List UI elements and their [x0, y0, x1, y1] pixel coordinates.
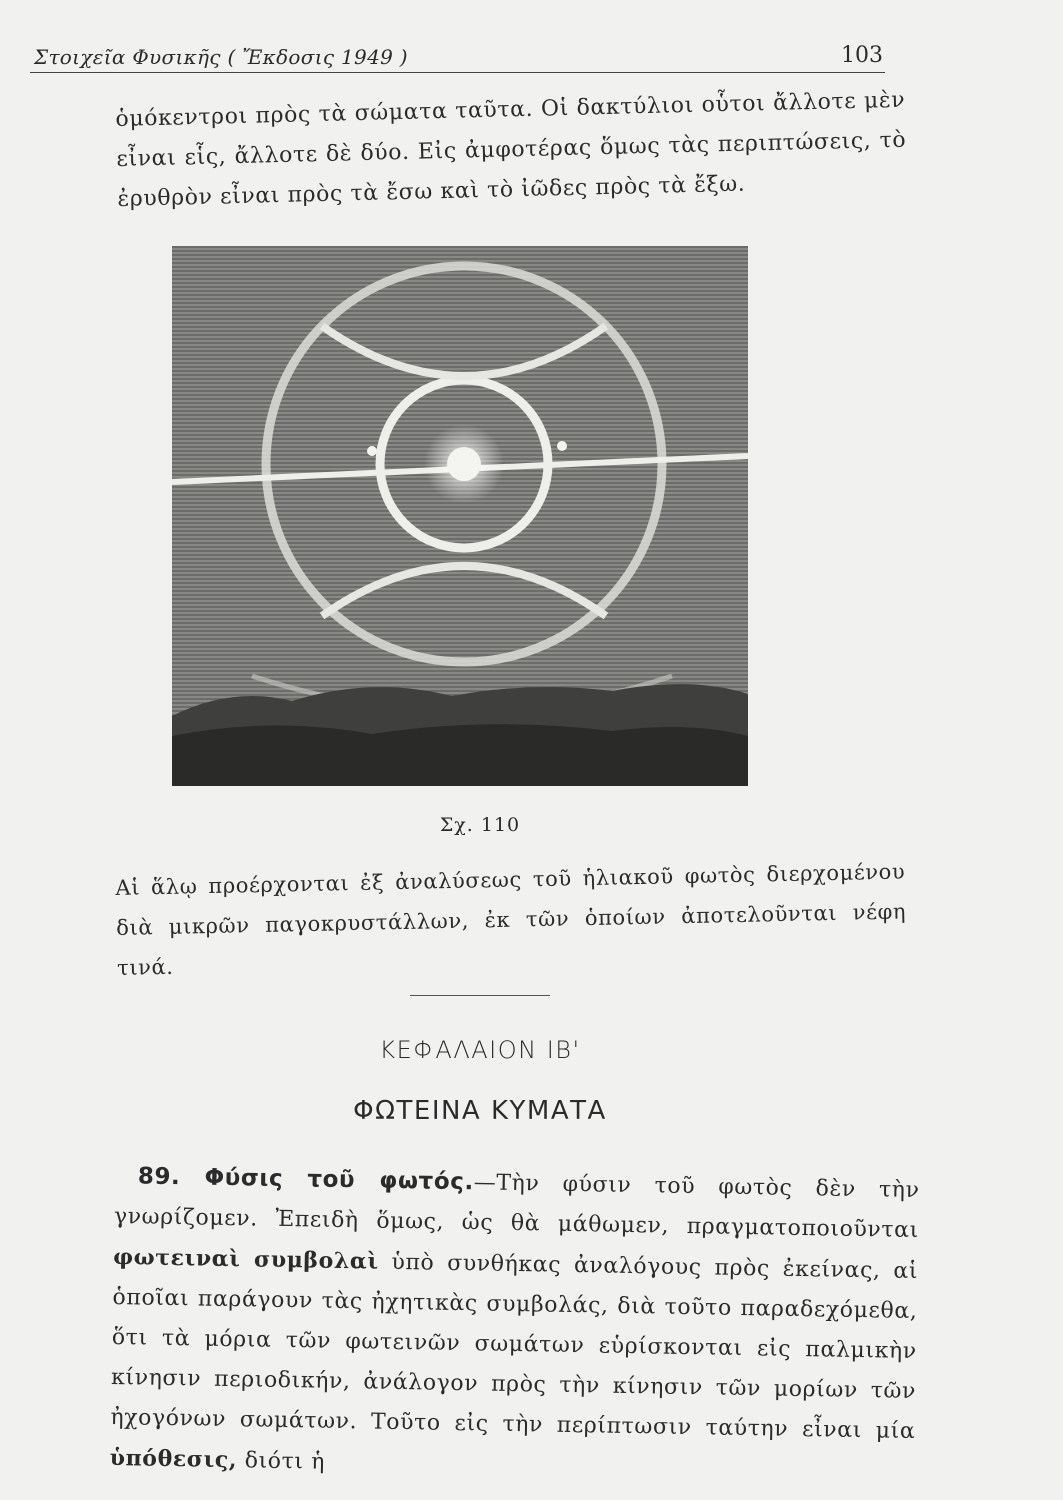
halo-illustration [172, 246, 748, 786]
running-head [30, 38, 885, 73]
section-divider [410, 995, 550, 996]
parhelion-right [557, 441, 567, 451]
figure-caption: Σχ. 110 [439, 814, 521, 836]
body-paragraph [109, 1156, 920, 1493]
top-paragraph: ὁμόκεντροι πρὸς τὰ σώματα ταῦτα. Οἱ δακτύλιοι οὗτοι ἄλλοτε μὲν εἶναι εἷς, ἄλλοτε δὲ δύο. Εἰς ἀμφοτέρας ὅμως τὰς περιπτώσεις, τὸ ἐρυθρὸν εἶναι πρὸς τὰ ἔσω καὶ τὸ ἰῶδες πρὸς τὰ ἔξω. [115, 87, 907, 212]
sun-disc [447, 447, 481, 481]
body-bold-1: φωτειναὶ συμβολαὶ [113, 1243, 379, 1275]
halo-figure [172, 246, 748, 786]
landscape-foreground [172, 724, 748, 786]
body-text-2: ὑπὸ συνθήκας ἀναλόγους πρὸς ἐκείνας, αἱ ὁποῖαι παράγουν τὰς ἠχητικὰς συμβολάς, διὰ τοῦτο παραδεχόμεθα, ὅτι τὰ μόρια τῶν φωτεινῶν σωμάτων εὑρίσκονται εἰς παλμικὴν κίνησιν περιοδικήν, ἀνάλογον πρὸς τὴν κίνησιν τῶν μορίων τῶν ἠχογόνων σωμάτων. Τοῦτο εἰς τὴν περίπτωσιν ταύτην εἶναι μία [110, 1249, 919, 1445]
parhelion-left [367, 446, 377, 456]
body-text-3: διότι ἡ [236, 1448, 326, 1475]
caption-paragraph: Αἱ ἅλῳ προέρχονται ἐξ ἀναλύσεως τοῦ ἡλιακοῦ φωτὸς διερχομένου διὰ μικρῶν παγοκρυστάλλων, ἐκ τῶν ὁποίων ἀποτελοῦνται νέφη τινά. [115, 859, 907, 980]
body-bold-2: ὑπόθεσις, [109, 1444, 238, 1474]
paragraph-heading: 89. Φύσις τοῦ φωτός. [137, 1163, 475, 1196]
body-text-1: —Τὴν φύσιν τοῦ φωτὸς δὲν τὴν γνωρίζομεν. Ἐπειδὴ ὅμως, ὡς θὰ μάθωμεν, πραγματοποιοῦνται [113, 1170, 920, 1244]
section-title: ΦΩΤΕΙΝΑ ΚΥΜΑΤΑ [353, 1096, 607, 1126]
running-head-title: Στοιχεῖα Φυσικῆς ( Ἔκδοσις 1949 ) [34, 45, 408, 69]
page-number: 103 [841, 43, 883, 68]
chapter-heading: ΚΕΦΑΛΑΙΟΝ ΙΒ' [379, 1036, 581, 1064]
